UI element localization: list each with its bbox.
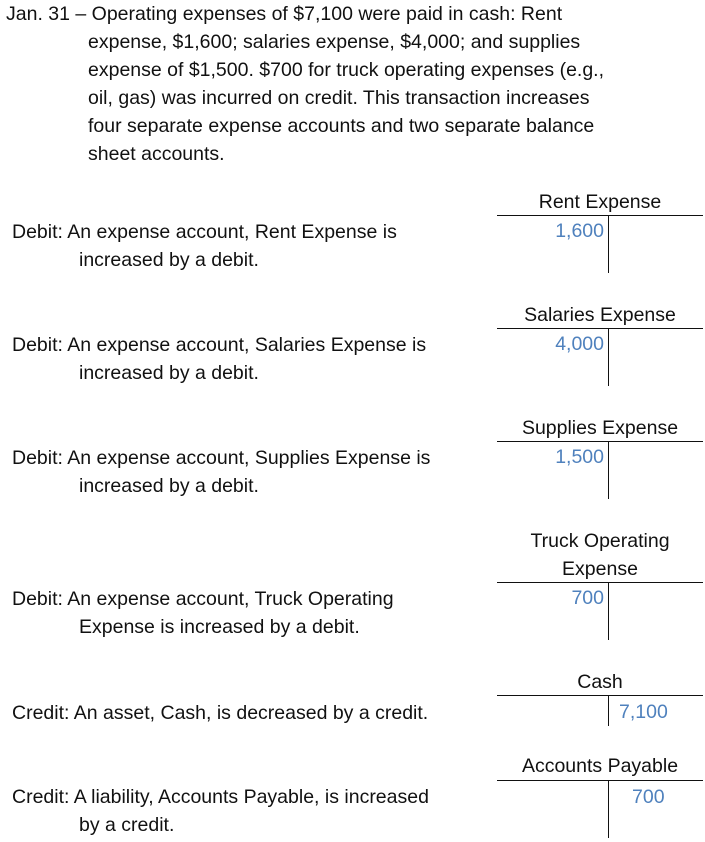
t-account-center-rule xyxy=(608,329,609,386)
t-account-supplies-expense xyxy=(497,414,703,502)
intro-lead: Jan. 31 – Operating expenses of $7,100 were paid in cash: Rent xyxy=(6,3,563,25)
intro-line: expense of $1,500. $700 for truck operating expenses (e.g., xyxy=(88,59,605,81)
journal-entry-cash xyxy=(12,699,482,727)
intro-line: four separate expense accounts and two separate balance xyxy=(88,115,595,137)
t-account-credit-amount: 7,100 xyxy=(619,701,668,723)
t-account-debit-amount: 1,600 xyxy=(555,220,604,242)
t-account-top-rule xyxy=(497,328,703,329)
journal-entry-truck-operating xyxy=(12,585,482,641)
t-account-title: Rent Expense xyxy=(538,191,662,213)
t-account-credit-amount: 700 xyxy=(632,786,665,808)
intro-line: oil, gas) was incurred on credit. This transaction increases xyxy=(88,87,590,109)
entry-line: Credit: An asset, Cash, is decreased by a credit. xyxy=(12,702,429,724)
t-account-top-rule xyxy=(497,582,703,583)
entry-line: increased by a debit. xyxy=(79,249,259,271)
t-account-salaries-expense xyxy=(497,301,703,389)
entry-line: Debit: An expense account, Supplies Expense is xyxy=(12,447,431,469)
t-account-center-rule xyxy=(608,781,609,838)
t-account-rent-expense xyxy=(497,188,703,276)
entry-line: Expense is increased by a debit. xyxy=(79,616,360,638)
journal-entry-salaries xyxy=(12,331,482,387)
t-account-title: Truck Operating xyxy=(530,530,670,552)
t-account-top-rule xyxy=(497,695,703,696)
t-account-top-rule xyxy=(497,215,703,216)
t-account-debit-amount: 700 xyxy=(571,587,604,609)
intro-line: expense, $1,600; salaries expense, $4,000; and supplies xyxy=(88,31,581,53)
t-account-cash xyxy=(497,668,703,730)
t-account-debit-amount: 4,000 xyxy=(555,333,604,355)
t-account-debit-amount: 1,500 xyxy=(555,446,604,468)
entry-line: Debit: An expense account, Rent Expense is xyxy=(12,221,397,243)
t-account-top-rule xyxy=(497,780,703,781)
t-account-title: Salaries Expense xyxy=(524,304,676,326)
entry-line: Debit: An expense account, Salaries Expense is xyxy=(12,334,427,356)
journal-entry-rent xyxy=(12,218,482,274)
t-account-title: Accounts Payable xyxy=(521,755,679,777)
t-account-title: Supplies Expense xyxy=(521,417,679,439)
entry-line: Credit: A liability, Accounts Payable, is increased xyxy=(12,786,429,808)
t-account-accounts-payable xyxy=(497,752,703,840)
entry-line: by a credit. xyxy=(79,814,175,836)
entry-line: increased by a debit. xyxy=(79,362,259,384)
t-account-title: Cash xyxy=(577,671,623,693)
journal-entry-accounts-payable xyxy=(12,783,482,839)
entry-line: increased by a debit. xyxy=(79,475,259,497)
t-account-center-rule xyxy=(608,696,609,726)
t-account-truck-operating-expense xyxy=(497,527,703,643)
t-account-center-rule xyxy=(608,216,609,273)
journal-entry-supplies xyxy=(12,444,482,500)
t-account-center-rule xyxy=(608,583,609,640)
intro-line: sheet accounts. xyxy=(88,143,225,165)
t-account-top-rule xyxy=(497,441,703,442)
transaction-description xyxy=(6,0,686,168)
t-account-title: Expense xyxy=(562,558,638,580)
t-account-center-rule xyxy=(608,442,609,499)
entry-line: Debit: An expense account, Truck Operating xyxy=(12,588,394,610)
